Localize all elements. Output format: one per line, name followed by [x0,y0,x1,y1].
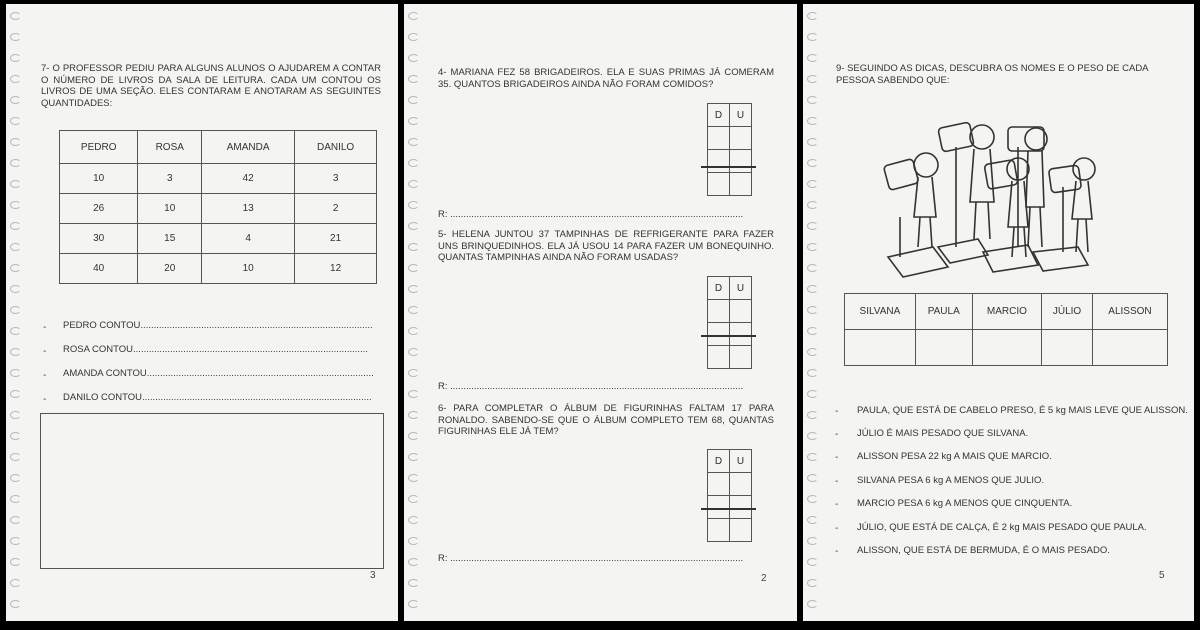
question-9-text: 9- SEGUINDO AS DICAS, DESCUBRA OS NOMES E O PESO DE CADA PESSOA SABENDO QUE: [836,63,1148,86]
answer-pedro[interactable]: PEDRO CONTOU........................................................................................ [63,320,373,331]
table-cell: 4 [202,224,295,254]
units-label: U [730,450,752,473]
table-cell: 3 [295,164,377,194]
weight-cell[interactable] [1092,330,1167,366]
du-box-q5 [707,276,752,369]
page-number: 3 [370,570,376,581]
table-cell: 30 [60,224,138,254]
digit-cell[interactable] [708,127,730,150]
scales-illustration [878,107,1098,279]
table-cell: 10 [202,254,295,284]
table-cell: 12 [295,254,377,284]
digit-cell[interactable] [730,496,752,519]
tens-label: D [708,277,730,300]
header-amanda: AMANDA [202,131,295,164]
worksheet-page-5 [803,4,1194,621]
answer-line-q6[interactable]: R: ............................................................................................................... [438,553,744,564]
table-cell: 2 [295,194,377,224]
table-cell: 10 [138,194,202,224]
table-cell: 10 [60,164,138,194]
digit-cell[interactable] [708,300,730,323]
clue-6: JÚLIO, QUE ESTÁ DE CALÇA, É 2 kg MAIS PESADO QUE PAULA. [857,522,1147,533]
page-number: 2 [761,573,767,584]
digit-cell[interactable] [708,150,730,173]
answer-danilo[interactable]: DANILO CONTOU....................................................................................... [63,392,372,403]
names-weights-table [844,293,1168,366]
bullet-dash: - [835,523,839,534]
digit-cell[interactable] [708,519,730,542]
digit-cell[interactable] [730,173,752,196]
digit-cell[interactable] [708,323,730,346]
tens-label: D [708,450,730,473]
question-6-text: 6- PARA COMPLETAR O ÁLBUM DE FIGURINHAS FALTAM 17 PARA RONALDO. SABENDO-SE QUE O ÁLBUM COMPLETO TEM 68, QUANTAS FIGURINHAS ELE JÁ TEM? [438,403,774,437]
bullet-dash: - [835,406,839,417]
header-alisson: ALISSON [1092,294,1167,330]
bullet-dash: - [835,429,839,440]
weight-cell[interactable] [1042,330,1093,366]
table-cell: 20 [138,254,202,284]
units-label: U [730,104,752,127]
bullet-dash: - [835,499,839,510]
clue-7: ALISSON, QUE ESTÁ DE BERMUDA, É O MAIS PESADO. [857,545,1110,556]
digit-cell[interactable] [730,323,752,346]
bullet-dash: - [835,546,839,557]
tens-label: D [708,104,730,127]
digit-cell[interactable] [708,173,730,196]
weight-cell[interactable] [972,330,1042,366]
digit-cell[interactable] [730,150,752,173]
clue-2: JÚLIO É MAIS PESADO QUE SILVANA. [857,428,1029,439]
spiral-binding [408,12,422,612]
spiral-binding [10,12,24,612]
digit-cell[interactable] [730,346,752,369]
bullet-dash: - [835,452,839,463]
header-marcio: MARCIO [972,294,1042,330]
answer-amanda[interactable]: AMANDA CONTOU...................................................................................... [63,368,374,379]
header-paula: PAULA [915,294,972,330]
bullet-dash: - [43,322,47,333]
clue-3: ALISSON PESA 22 kg A MAIS QUE MARCIO. [857,451,1052,462]
answer-rosa[interactable]: ROSA CONTOU......................................................................................... [63,344,368,355]
header-danilo: DANILO [295,131,377,164]
books-table [59,130,377,284]
worksheet-page-3 [6,4,398,621]
bullet-dash: - [43,346,47,357]
du-box-q4 [707,103,752,196]
table-cell: 3 [138,164,202,194]
header-pedro: PEDRO [60,131,138,164]
question-4-text: 4- MARIANA FEZ 58 BRIGADEIROS. ELA E SUAS PRIMAS JÁ COMERAM 35. QUANTOS BRIGADEIROS AINDA NÃO FORAM COMIDOS? [438,67,774,90]
spiral-binding [807,12,821,612]
question-5-text: 5- HELENA JUNTOU 37 TAMPINHAS DE REFRIGERANTE PARA FAZER UNS BRINQUEDINHOS. ELA JÁ USOU 14 PARA FAZER UM BONEQUINHO. QUANTAS TAMPINHAS AINDA NÃO FORAM USADAS? [438,229,774,263]
sum-line [701,335,756,337]
digit-cell[interactable] [708,473,730,496]
clue-1: PAULA, QUE ESTÁ DE CABELO PRESO, É 5 kg MAIS LEVE QUE ALISSON. [857,405,1188,416]
weight-cell[interactable] [845,330,916,366]
units-label: U [730,277,752,300]
table-cell: 26 [60,194,138,224]
digit-cell[interactable] [708,496,730,519]
bullet-dash: - [43,370,47,381]
table-cell: 42 [202,164,295,194]
digit-cell[interactable] [708,346,730,369]
answer-line-q5[interactable]: R: ............................................................................................................... [438,381,744,392]
page-number: 5 [1159,570,1165,581]
table-cell: 13 [202,194,295,224]
table-cell: 40 [60,254,138,284]
sum-line [701,508,756,510]
digit-cell[interactable] [730,473,752,496]
weight-cell[interactable] [915,330,972,366]
du-box-q6 [707,449,752,542]
clue-5: MARCIO PESA 6 kg A MENOS QUE CINQUENTA. [857,498,1073,509]
question-7-text: 7- O PROFESSOR PEDIU PARA ALGUNS ALUNOS O AJUDAREM A CONTAR O NÚMERO DE LIVROS DA SALA DE LEITURA. CADA UM CONTOU OS LIVROS DE UMA SEÇÃO. ELES CONTARAM E ANOTARAM AS SEGUINTES QUANTIDADES: [41,63,381,109]
answer-line-q4[interactable]: R: ............................................................................................................... [438,209,744,220]
header-silvana: SILVANA [845,294,916,330]
digit-cell[interactable] [730,300,752,323]
bullet-dash: - [43,394,47,405]
sum-line [701,166,756,168]
digit-cell[interactable] [730,519,752,542]
table-cell: 21 [295,224,377,254]
clue-4: SILVANA PESA 6 kg A MENOS QUE JULIO. [857,475,1045,486]
drawing-box[interactable] [40,413,384,569]
bullet-dash: - [835,476,839,487]
worksheet-page-2 [404,4,797,621]
digit-cell[interactable] [730,127,752,150]
header-rosa: ROSA [138,131,202,164]
header-julio: JÚLIO [1042,294,1093,330]
table-cell: 15 [138,224,202,254]
